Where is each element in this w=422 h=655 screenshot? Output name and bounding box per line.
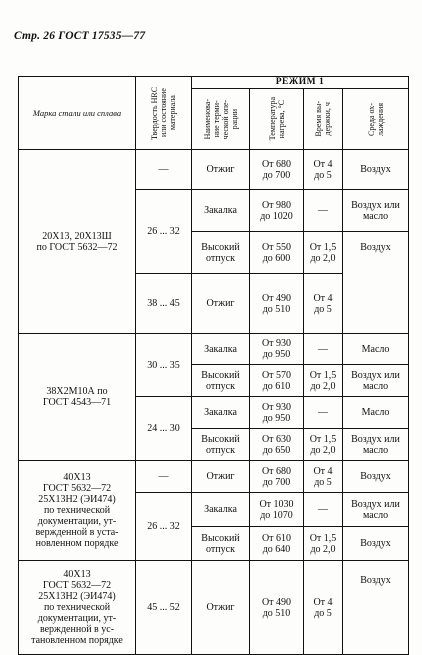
col-header-operation: Наименова- ние терми- ческой опе- рации: [192, 89, 250, 150]
table-header: [19, 77, 409, 150]
operation-cell: Отжиг: [192, 274, 250, 334]
temperature-cell: От 610 до 640: [250, 527, 304, 561]
medium-cell: Масло: [343, 334, 409, 365]
temperature-cell: От 570 до 610: [250, 365, 304, 397]
medium-cell: Воздух или масло: [343, 190, 409, 232]
grade-cell: 20Х13, 20Х13Ш по ГОСТ 5632—72: [19, 150, 136, 334]
operation-cell: Высокий отпуск: [192, 429, 250, 461]
hardness-cell: 45 ... 52: [136, 561, 192, 655]
temperature-cell: От 980 до 1020: [250, 190, 304, 232]
col-header-temperature: Температура нагрева, °С: [250, 89, 304, 150]
mode-header: РЕЖИМ 1: [192, 77, 409, 89]
operation-cell: Отжиг: [192, 150, 250, 190]
temperature-cell: От 630 до 650: [250, 429, 304, 461]
temperature-cell: От 490 до 510: [250, 274, 304, 334]
table-row: [19, 150, 409, 190]
time-cell: От 4 до 5: [304, 150, 343, 190]
operation-cell: Высокий отпуск: [192, 365, 250, 397]
medium-cell: Воздух или масло: [343, 493, 409, 527]
operation-cell: Высокий отпуск: [192, 232, 250, 274]
temperature-cell: От 1030 до 1070: [250, 493, 304, 527]
temperature-cell: От 930 до 950: [250, 334, 304, 365]
operation-cell: Закалка: [192, 190, 250, 232]
time-cell: —: [304, 190, 343, 232]
medium-cell: Воздух или масло: [343, 429, 409, 461]
temperature-cell: От 930 до 950: [250, 397, 304, 429]
medium-cell: Масло: [343, 397, 409, 429]
temperature-cell: От 490 до 510: [250, 561, 304, 655]
grade-cell: 40Х13 ГОСТ 5632—72 25Х13Н2 (ЭИ474) по технической документации, ут- вержденной в уста- новленном порядке: [19, 461, 136, 561]
temperature-cell: От 550 до 600: [250, 232, 304, 274]
grade-cell: 40Х13 ГОСТ 5632—72 25Х13Н2 (ЭИ474) по технической документации, ут- вержденной в ус- тановленном порядке: [19, 561, 136, 655]
time-cell: —: [304, 397, 343, 429]
page-header: Стр. 26 ГОСТ 17535—77: [14, 30, 146, 42]
medium-cell: Воздух: [343, 232, 409, 334]
medium-cell: Воздух: [343, 561, 409, 655]
table-row: [19, 461, 409, 493]
medium-cell: Воздух или масло: [343, 365, 409, 397]
medium-cell: Воздух: [343, 461, 409, 493]
time-cell: От 4 до 5: [304, 461, 343, 493]
heat-treatment-table: [18, 76, 409, 655]
col-header-hardness: Твердость HRC или состояние материала: [136, 77, 192, 150]
hardness-cell: 24 ... 30: [136, 397, 192, 461]
col-header-grade: Марка стали или сплава: [19, 77, 136, 150]
heat-treatment-table-container: [18, 76, 409, 655]
time-cell: —: [304, 334, 343, 365]
time-cell: От 1,5 до 2,0: [304, 429, 343, 461]
temperature-cell: От 680 до 700: [250, 461, 304, 493]
operation-cell: Закалка: [192, 397, 250, 429]
medium-cell: Воздух: [343, 150, 409, 190]
time-cell: —: [304, 493, 343, 527]
table-row: [19, 334, 409, 365]
operation-cell: Закалка: [192, 493, 250, 527]
operation-cell: Отжиг: [192, 461, 250, 493]
temperature-cell: От 680 до 700: [250, 150, 304, 190]
medium-cell: Воздух: [343, 527, 409, 561]
col-header-time: Время вы- держки, ч: [304, 89, 343, 150]
hardness-cell: 26 ... 32: [136, 190, 192, 274]
hardness-cell: 30 ... 35: [136, 334, 192, 397]
grade-cell: 38Х2М10А по ГОСТ 4543—71: [19, 334, 136, 461]
operation-cell: Отжиг: [192, 561, 250, 655]
time-cell: От 1,5 до 2,0: [304, 232, 343, 274]
col-header-medium: Среда ох- лаждения: [343, 89, 409, 150]
hardness-cell: —: [136, 150, 192, 190]
time-cell: От 1,5 до 2,0: [304, 527, 343, 561]
operation-cell: Закалка: [192, 334, 250, 365]
table-row: [19, 561, 409, 655]
operation-cell: Высокий отпуск: [192, 527, 250, 561]
hardness-cell: 26 ... 32: [136, 493, 192, 561]
time-cell: От 4 до 5: [304, 274, 343, 334]
time-cell: От 1,5 до 2,0: [304, 365, 343, 397]
time-cell: От 4 до 5: [304, 561, 343, 655]
hardness-cell: —: [136, 461, 192, 493]
hardness-cell: 38 ... 45: [136, 274, 192, 334]
